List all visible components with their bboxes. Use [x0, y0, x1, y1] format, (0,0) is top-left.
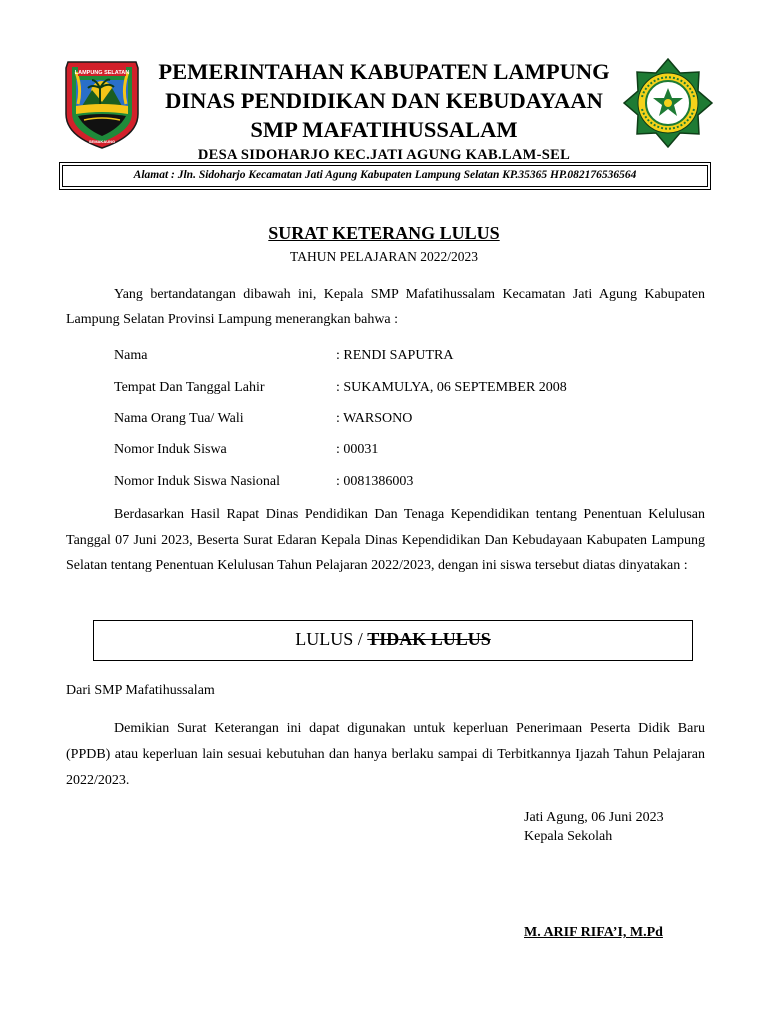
emblem-bottom-text: SEMAKAUNG	[88, 139, 116, 144]
field-label-name: Nama	[114, 348, 148, 363]
school-badge-logo	[623, 58, 713, 148]
field-value-nisn: : 0081386003	[336, 474, 414, 489]
signature-place-date: Jati Agung, 06 Juni 2023	[524, 810, 664, 825]
basis-paragraph: Berdasarkan Hasil Rapat Dinas Pendidikan Dan Tenaga Kependidikan tentang Penentuan Kelulusan Tanggal 07 Juni 2023, Beserta Surat Edaran Kepala Dinas Kependidikan Dan Kebudayaan Kabupaten Lampung Selatan tentang Penentuan Kelulusan Tahun Pelajaran 2022/2023, dengan ini siswa tersebut diatas dinyatakan :	[66, 507, 705, 573]
issuer-line: Dari SMP Mafatihussalam	[66, 683, 215, 698]
result-box	[93, 620, 693, 661]
document-subtitle: TAHUN PELAJARAN 2022/2023	[290, 249, 478, 264]
field-label-parent: Nama Orang Tua/ Wali	[114, 411, 244, 426]
field-label-nis: Nomor Induk Siswa	[114, 442, 227, 457]
header-department: DINAS PENDIDIKAN DAN KEBUDAYAAN	[165, 88, 603, 113]
signature-position: Kepala Sekolah	[524, 829, 613, 844]
intro-paragraph: Yang bertandatangan dibawah ini, Kepala SMP Mafatihussalam Kecamatan Jati Agung Kabupaten Lampung Selatan Provinsi Lampung menerangkan bahwa :	[66, 287, 705, 327]
lampung-selatan-emblem	[62, 58, 142, 150]
field-label-birth: Tempat Dan Tanggal Lahir	[114, 380, 265, 395]
emblem-top-text: LAMPUNG SELATAN	[74, 70, 130, 76]
field-value-nis: : 00031	[336, 442, 379, 457]
address-box: Alamat : Jln. Sidoharjo Kecamatan Jati Agung Kabupaten Lampung Selatan KP.35365 HP.082176536564	[62, 165, 708, 187]
result-fail-struck: TIDAK LULUS	[367, 629, 491, 649]
header-government: PEMERINTAHAN KABUPATEN LAMPUNG	[158, 59, 610, 84]
field-label-nisn: Nomor Induk Siswa Nasional	[114, 474, 281, 489]
document-title: SURAT KETERANG LULUS	[268, 223, 500, 243]
field-value-parent: : WARSONO	[336, 411, 413, 426]
closing-paragraph: Demikian Surat Keterangan ini dapat digunakan untuk keperluan Penerimaan Peserta Didik Baru (PPDB) atau keperluan lain sesuai kebutuhan dan hanya berlaku sampai di Terbitkannya Ijazah Tahun Pelajaran 2022/2023.	[66, 721, 705, 788]
header-village: DESA SIDOHARJO KEC.JATI AGUNG KAB.LAM-SEL	[197, 147, 571, 163]
field-value-birth: : SUKAMULYA, 06 SEPTEMBER 2008	[336, 380, 567, 395]
header-school-name: SMP MAFATIHUSSALAM	[250, 117, 518, 142]
signer-name: M. ARIF RIFA’I, M.Pd	[524, 925, 663, 940]
field-value-name: : RENDI SAPUTRA	[336, 348, 454, 363]
result-pass: LULUS /	[295, 629, 368, 649]
